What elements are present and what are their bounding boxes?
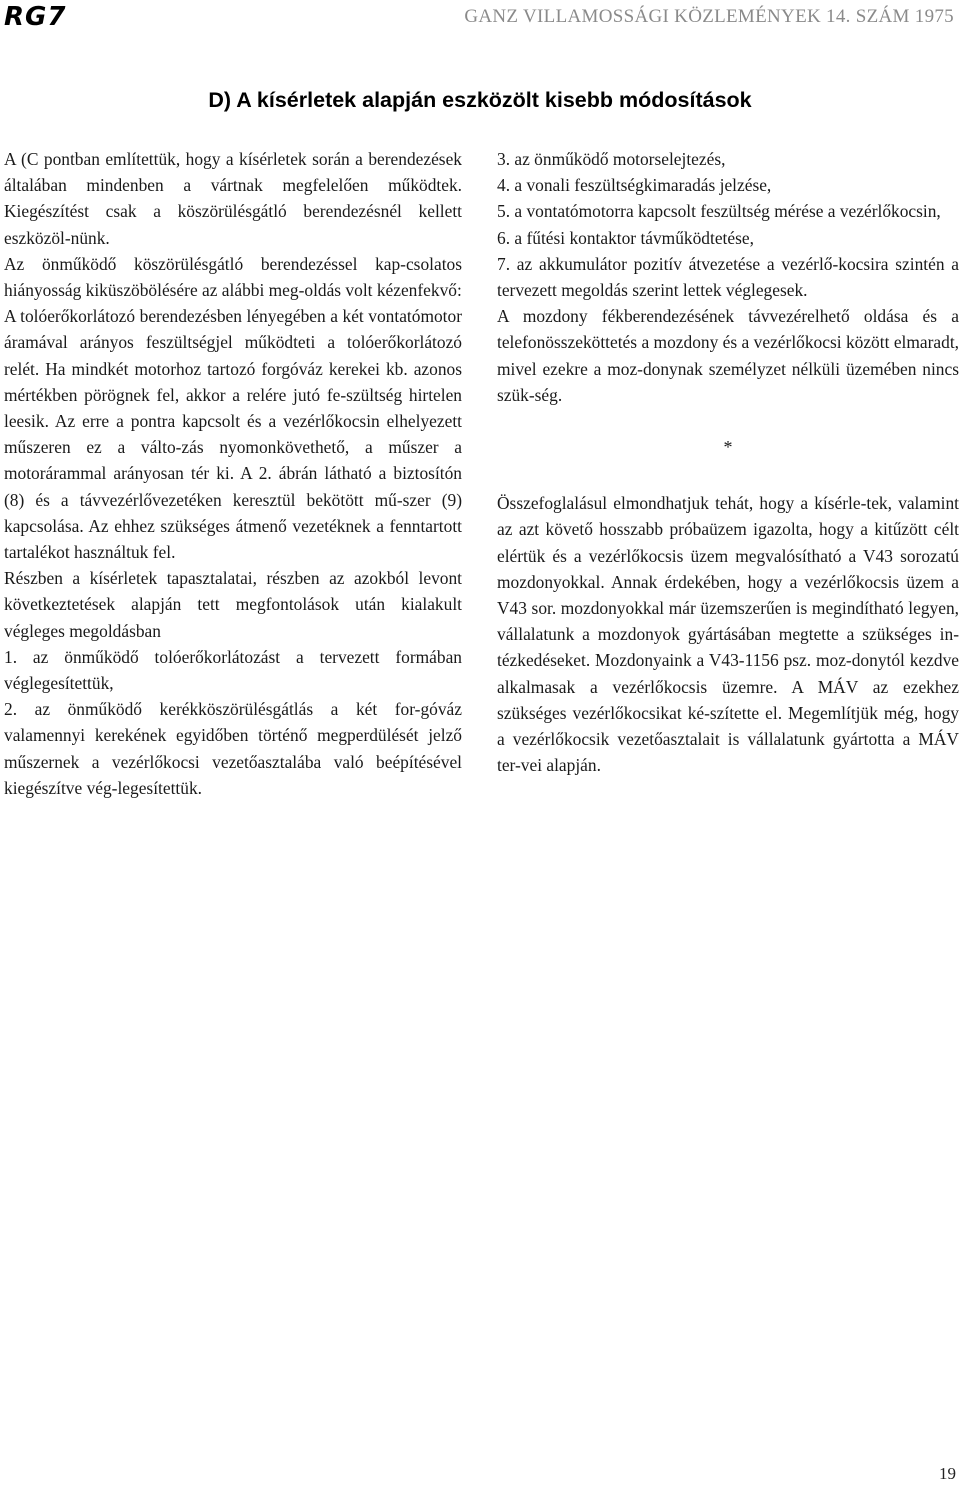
list-item: 7. az akkumulátor pozitív átvezetése a vezérlő-kocsira szintén a tervezett megoldás szerint lettek véglegesek. bbox=[497, 253, 959, 301]
page-number: 19 bbox=[939, 1464, 956, 1483]
paragraph: A mozdony fékberendezésének távvezérelhető oldása és a telefonösszeköttetés a mozdony és a vezérlőkocsi között elmaradt, mivel ezekre a moz-donynak személyzet nélküli üzemében nincs szük-ség. bbox=[497, 306, 959, 405]
section-separator: * bbox=[723, 437, 733, 458]
list-item: 1. az önműködő tolóerőkorlátozást a tervezett formában véglegesítettük, bbox=[4, 646, 462, 694]
paragraph: Részben a kísérletek tapasztalatai, részben az azokból levont következtetések alapján tett megfontolások után kialakult végleges megoldásban bbox=[4, 568, 462, 641]
journal-title: GANZ VILLAMOSSÁGI KÖZLEMÉNYEK 14. SZÁM 1975 bbox=[464, 6, 954, 27]
list-item: 5. a vontatómotorra kapcsolt feszültség mérése a vezérlőkocsin, bbox=[497, 201, 941, 222]
right-column bbox=[497, 146, 959, 778]
paragraph: A (C pontban említettük, hogy a kísérletek során a berendezések általában mindenben a vártnak megfelelően működtek. Kiegészítést csak a köszörülésgátló berendezésnél kellett eszközöl-nünk. bbox=[4, 149, 462, 248]
paragraph: Az önműködő köszörülésgátló berendezéssel kap-csolatos hiányosság kiküszöbölésére az alábbi meg-oldás volt kézenfekvő: bbox=[4, 253, 462, 301]
left-column bbox=[4, 146, 462, 801]
paragraph: A tolóerőkorlátozó berendezésben lényegében a két vontatómotor áramával arányos feszültségjel működteti a tolóerőkorlátozó relét. Ha mindkét motorhoz tartozó forgóváz kerekei kb. azonos mértékben pörögnek fel, akkor a relére jutó fe-szültség hirtelen leesik. Az erre a pontra kapcsolt és a vezérlőkocsin elhelyezett műszeren ez a válto-zás nyomonkövethető, a műszer a motorárammal arányosan tér ki. A 2. ábrán látható a biztosítón (8) és a távvezérlővezetéken keresztül bekötött mű-szer (9) kapcsolása. Az ehhez szükséges átmenő vezetéknek a fenntartott tartalékot használtuk fel. bbox=[4, 306, 462, 563]
list-item: 6. a fűtési kontaktor távműködtetése, bbox=[497, 227, 754, 248]
list-item: 4. a vonali feszültségkimaradás jelzése, bbox=[497, 175, 772, 196]
publisher-logo: RG7 bbox=[4, 2, 67, 32]
section-title: D) A kísérletek alapján eszközölt kisebb módosítások bbox=[208, 88, 752, 112]
paragraph: Összefoglalásul elmondhatjuk tehát, hogy a kísérle-tek, valamint az azt követő hosszabb próbaüzem igazolta, hogy a kitűzött célt elértük és a vezérlőkocsis üzem megvalósítható a V43 sorozatú mozdonyokkal. Annak érdekében, hogy a vezérlőkocsis üzem a V43 sor. mozdonyokkal már üzemszerűen is megindítható legyen, vállalatunk a mozdonyok gyártásában megtette a szükséges in-tézkedéseket. Mozdonyaink a V43-1156 psz. moz-donytól kezdve alkalmasak a vezérlőkocsis üzemre. A MÁV az ezekhez szükséges vezérlőkocsikat ké-szítette el. Megemlítjük még, hogy a vezérlőkocsik vezetőasztalait is vállalatunk gyártotta a MÁV ter-vei alapján. bbox=[497, 493, 959, 776]
page-header bbox=[0, 0, 960, 34]
list-item: 2. az önműködő kerékköszörülésgátlás a két for-góváz valamennyi kerekének egyidőben történő megperdülését jelző műszernek a vezérlőkocsi vezetőasztalába való beépítésével kiegészítve vég-legesítettük. bbox=[4, 699, 462, 798]
list-item: 3. az önműködő motorselejtezés, bbox=[497, 149, 726, 169]
